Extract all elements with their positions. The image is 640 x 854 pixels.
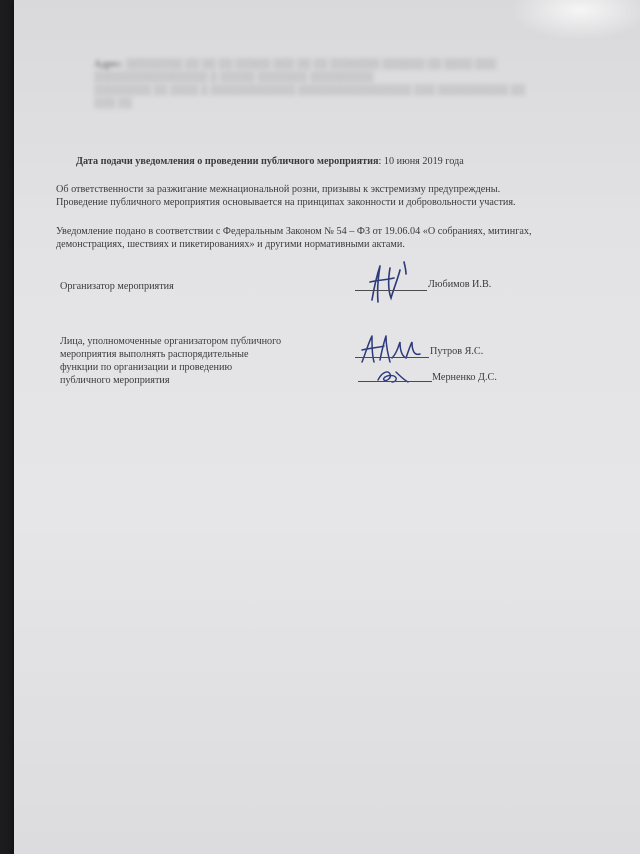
document-page [14,0,640,854]
mernenko-signature-line [358,381,432,382]
responsibility-paragraph [56,183,601,209]
organizer-name: Любимов И.В. [428,279,492,290]
mernenko-name: Мерненко Д.С. [432,372,497,383]
blurred-header [94,58,594,110]
organizer-signature [358,258,418,306]
notice-date-label: Дата подачи уведомления о проведении публичного мероприятия [76,156,379,167]
blurred-line: ░░░░░░░░░░░░░░░░ ░ ░░░░░ ░░░░░░░ ░░░░░░░░░ [94,72,374,83]
blurred-line: Адрес: ░░░░░░░░ ░░ ░░ ░░ ░░░░░ ░░░ ░░ ░░ ░░░░░░░ ░░░░░░ ░░ ░░░░ ░░░ [94,59,496,70]
responsibility-line: Об ответственности за разжигание межнациональной розни, призывы к экстремизму предупреждены. [56,184,501,195]
notice-date-line [76,156,464,167]
blurred-line: ░░░ ░░ [94,98,132,109]
blurred-line: ░░░░░░░░ ░░ ░░░░ ░ ░░░░░░░░░░░░ ░░░░░░░░░░░░░░░░ ░░░ ░░░░░░░░░░ ░░ [94,85,525,96]
organizer-signature-line [355,290,427,291]
law-line: Уведомление подано в соответствии с Федеральным Законом № 54 – ФЗ от 19.06.04 «О собраниях, митингах, [56,226,532,237]
law-paragraph [56,225,601,251]
law-line: демонстрациях, шествиях и пикетированиях» и другими нормативными актами. [56,239,405,250]
putrov-name: Путров Я.С. [430,346,484,357]
organizer-label: Организатор мероприятия [60,281,174,292]
mernenko-signature [374,366,414,386]
putrov-signature [358,332,430,366]
responsibility-line: Проведение публичного мероприятия основывается на принципах законности и добровольности участия. [56,197,516,208]
putrov-signature-line [355,357,429,358]
authorized-persons-label: Лица, уполномоченные организатором публичного мероприятия выполнять распорядительные функции по организации и проведению публичного мероприятия [60,336,282,386]
notice-date-value: : 10 июня 2019 года [378,156,464,167]
